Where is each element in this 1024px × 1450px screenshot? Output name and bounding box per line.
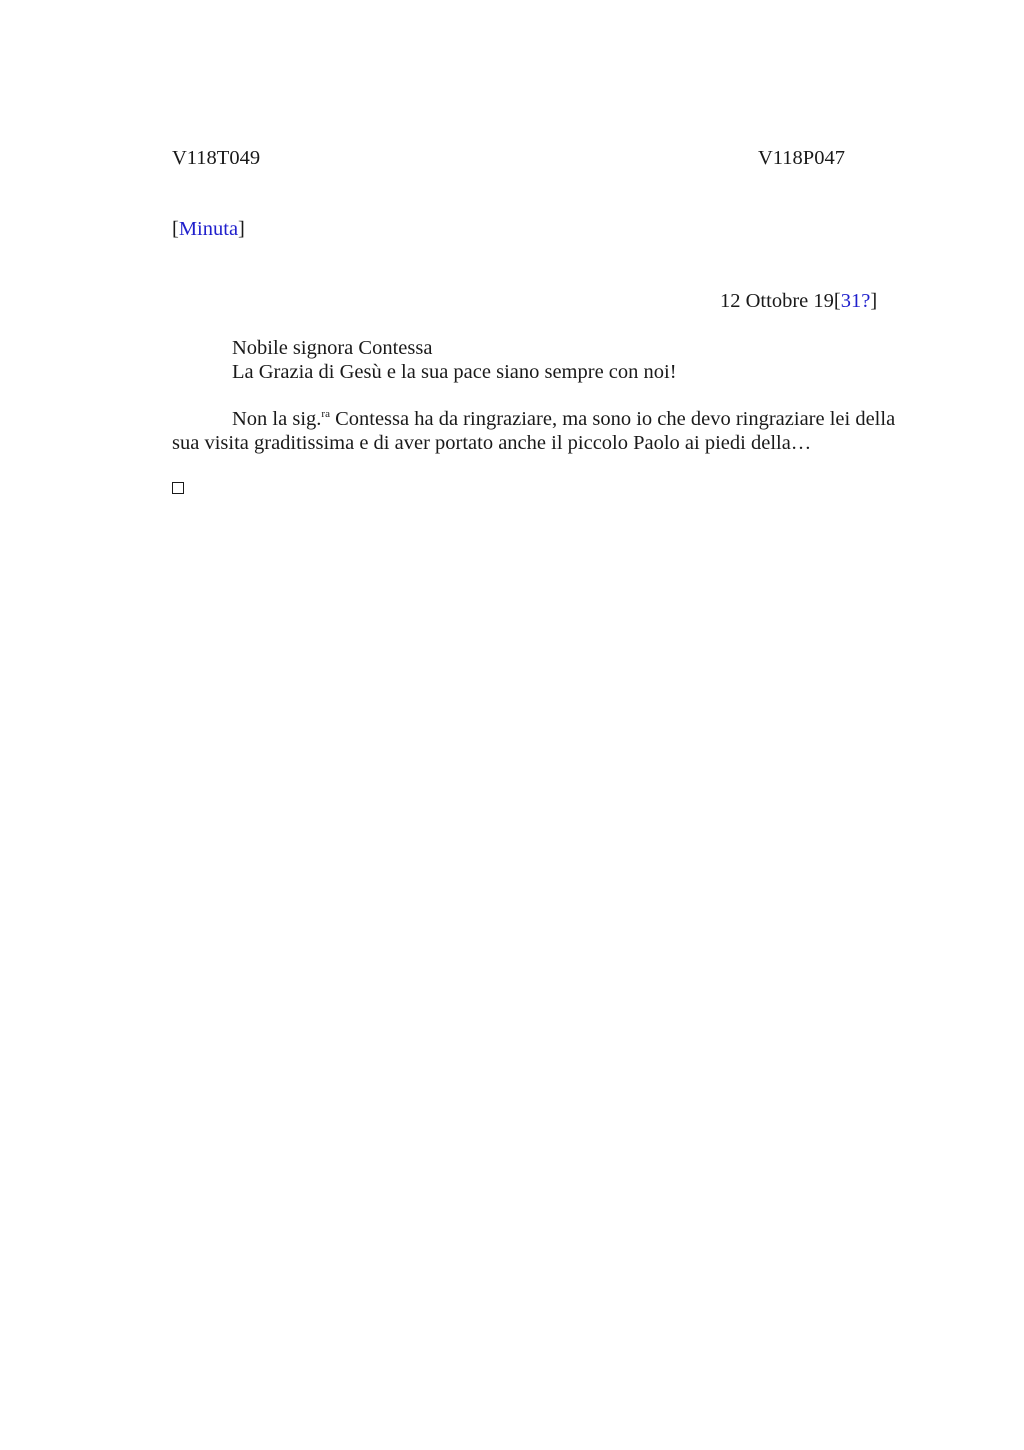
date-close-bracket: ] bbox=[870, 290, 878, 312]
document-code-left: V118T049 bbox=[172, 147, 261, 169]
square-box-icon bbox=[172, 482, 184, 494]
close-bracket: ] bbox=[238, 218, 245, 240]
document-type-label bbox=[172, 217, 245, 241]
date-open-bracket: [ bbox=[833, 290, 841, 312]
document-code-right: V118P047 bbox=[758, 147, 845, 169]
minuta-label: Minuta bbox=[178, 218, 239, 240]
date-year-suffix: 31? bbox=[840, 290, 871, 312]
letter-body bbox=[172, 407, 912, 455]
letter-date bbox=[720, 289, 877, 313]
letter-salutation: Nobile signora Contessa bbox=[232, 337, 433, 359]
body-text-part2: Contessa ha da ringraziare, ma sono io che devo ringraziare lei della sua visita graditissima e di aver portato anche il piccolo Paolo ai piedi della… bbox=[172, 408, 896, 454]
date-text: 12 Ottobre 19 bbox=[720, 290, 834, 312]
body-superscript: ra bbox=[321, 408, 330, 420]
open-bracket: [ bbox=[172, 218, 179, 240]
letter-greeting: La Grazia di Gesù e la sua pace siano sempre con noi! bbox=[232, 361, 677, 383]
body-text-part1: Non la sig. bbox=[232, 408, 322, 430]
